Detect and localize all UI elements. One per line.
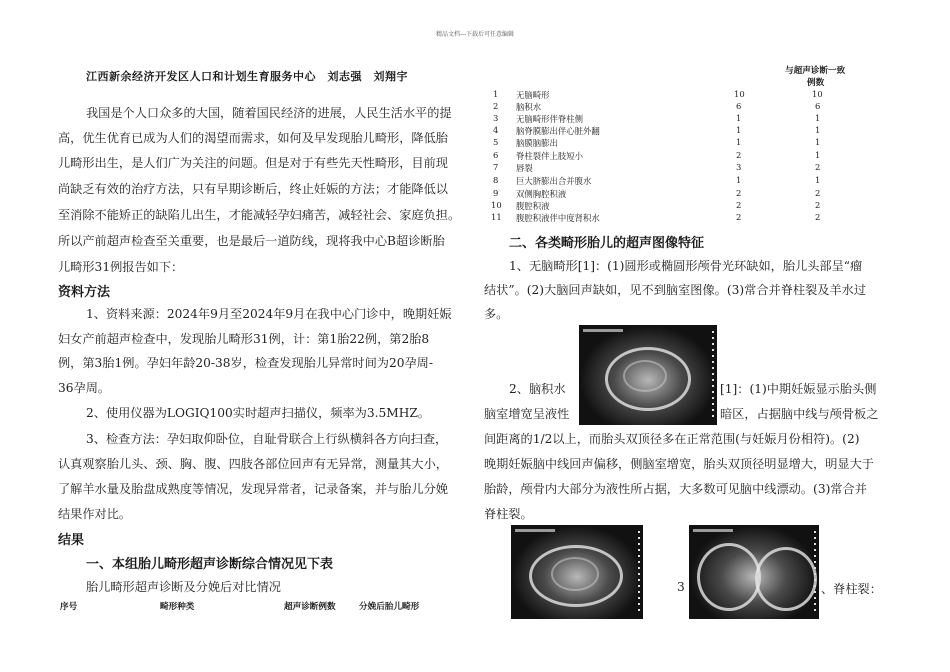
cell-type: 脊柱裂伴上肢短小 [516, 151, 583, 161]
cell-index: 2 [493, 101, 499, 111]
text-line: 妇女产前超声检查中，发现胎儿畸形31例，计：第1胎22例，第2胎8 [58, 332, 430, 346]
results-heading: 结果 [58, 533, 85, 548]
text-line: 脊柱裂。 [484, 507, 533, 521]
text-line: 了解羊水量及胎盘成熟度等情况，发现异常者，记录备案，并与胎儿分娩 [58, 482, 448, 496]
ultrasound-spina-bifida-image [689, 525, 819, 619]
cell-type: 无脑畸形 [516, 90, 550, 100]
text-line: 儿畸形出生，是人们广为关注的问题。但是对于有些先天性畸形，目前现 [58, 156, 448, 170]
cell-index: 6 [493, 150, 499, 160]
text-line: 高，优生优育已成为人们的渴望而需求，如何及早发现胎儿畸形，降低胎 [58, 131, 448, 145]
cell-index: 10 [491, 200, 502, 210]
cell-ultrasound: 1 [736, 113, 742, 123]
text-line: 结状”。(2)大脑回声缺如，见不到脑室图像。(3)常合并脊柱裂及羊水过 [484, 283, 867, 297]
item3-number: 3 [677, 580, 685, 594]
cell-ultrasound: 2 [736, 188, 742, 198]
text-line: 我国是个人口众多的大国，随着国民经济的进展，人民生活水平的提 [86, 106, 452, 120]
cell-consistent: 2 [815, 188, 821, 198]
cell-index: 9 [493, 188, 499, 198]
cell-consistent: 1 [815, 125, 821, 135]
col-header-postnatal: 分娩后胎儿畸形 [359, 602, 420, 612]
depth-scale [814, 531, 816, 613]
page-header: 精品文档---下载后可任意编辑 [435, 31, 515, 38]
item3-label: 、脊柱裂： [821, 582, 882, 596]
cell-consistent: 1 [815, 137, 821, 147]
cell-index: 4 [493, 125, 499, 135]
cell-type: 脑脊膜膨出伴心脏外翻 [516, 126, 600, 136]
fetal-body-outline [755, 547, 817, 611]
cell-ultrasound: 1 [736, 125, 742, 135]
text-line: 认真观察胎儿头、颈、胸、腹、四肢各部位回声有无异常，测量其大小， [58, 457, 448, 471]
item2-text: [1]：(1)中期妊娠显示胎头侧 [720, 382, 877, 396]
cell-ultrasound: 10 [734, 89, 745, 99]
cell-type: 脑膜脑膨出 [516, 138, 558, 148]
col-header-consistent-unit: 例数 [807, 78, 825, 88]
cell-consistent: 6 [815, 101, 821, 111]
section2-heading: 二、各类畸形胎儿的超声图像特征 [509, 236, 705, 251]
cell-consistent: 1 [815, 150, 821, 160]
scan-label-bar [515, 529, 555, 532]
text-line: 1、无脑畸形[1]：(1)圆形或椭圆形颅骨光环缺如，胎儿头部呈“瘤 [509, 259, 863, 273]
cell-index: 11 [491, 212, 502, 222]
section1-heading: 一、本组胎儿畸形超声诊断综合情况见下表 [86, 557, 334, 572]
text-line: 儿畸形31例报告如下： [58, 260, 184, 274]
cell-ultrasound: 2 [736, 200, 742, 210]
cell-index: 3 [493, 113, 499, 123]
cell-type: 腹腔积液 [516, 201, 550, 211]
depth-scale [712, 331, 714, 419]
ventricle-outline [551, 557, 599, 591]
scan-label-bar [583, 329, 623, 332]
ultrasound-image-2 [511, 525, 643, 619]
cell-type: 脑积水 [516, 102, 542, 112]
table-caption: 胎儿畸形超声诊断及分娩后对比情况 [86, 580, 281, 594]
cell-consistent: 10 [812, 89, 823, 99]
col-header-index: 序号 [60, 602, 78, 612]
item2-label: 2、脑积水 [509, 382, 566, 396]
cell-type: 唇裂 [516, 163, 533, 173]
text-line: 结果作对比。 [58, 507, 132, 521]
cell-consistent: 2 [815, 200, 821, 210]
materials-heading: 资料方法 [58, 285, 111, 300]
ultrasound-hydrocephalus-image [579, 325, 717, 425]
cell-index: 8 [493, 175, 499, 185]
cell-index: 7 [493, 162, 499, 172]
fetal-body-outline [697, 543, 761, 611]
col-header-type: 畸形种类 [160, 602, 195, 612]
text-line: 胎龄，颅骨内大部分为液性所占据，大多数可见脑中线漂动。(3)常合并 [484, 482, 867, 496]
text-line: 3、检查方法：孕妇取仰卧位，自耻骨联合上行纵横斜各方向扫查， [86, 432, 448, 446]
text-line: 36孕周。 [58, 381, 111, 395]
cell-ultrasound: 2 [736, 212, 742, 222]
text-line: 晚期妊娠脑中线回声偏移，侧脑室增宽，胎头双顶径明显增大，明显大于 [484, 457, 874, 471]
cell-ultrasound: 1 [736, 137, 742, 147]
author-affiliation: 江西新余经济开发区人口和计划生育服务中心 刘志强 刘翔宇 [86, 70, 408, 83]
text-line: 间距离的1/2以上，而胎头双顶径多在正常范围(与妊娠月份相符)。(2) [484, 432, 860, 446]
cell-type: 双侧胸腔积液 [516, 189, 567, 199]
cell-consistent: 1 [815, 113, 821, 123]
cell-type: 无脑畸形伴脊柱侧 [516, 114, 583, 124]
cell-ultrasound: 1 [736, 175, 742, 185]
cell-consistent: 2 [815, 162, 821, 172]
cell-ultrasound: 6 [736, 101, 742, 111]
text-line: 1、资料来源：2024年9月至2024年9月在我中心门诊中，晚期妊娠 [86, 307, 452, 321]
cell-type: 腹腔积液伴中度肾积水 [516, 213, 600, 223]
text-line: 脑室增宽呈液性 [484, 407, 570, 421]
text-line: 所以产前超声检查至关重要，也是最后一道防线，现将我中心B超诊断胎 [58, 234, 445, 248]
col-header-consistent: 与超声诊断一致 [785, 66, 846, 76]
text-line: 多。 [484, 307, 509, 321]
cell-index: 5 [493, 137, 499, 147]
text-line: 例，第3胎1例。孕妇年龄20-38岁，检查发现胎儿异常时间为20孕周- [58, 356, 433, 370]
ventricle-outline [623, 360, 667, 392]
col-header-ultrasound-count: 超声诊断例数 [284, 602, 336, 612]
scan-label-bar [693, 529, 733, 532]
cell-consistent: 2 [815, 212, 821, 222]
text-line: 暗区，占据脑中线与颅骨板之 [720, 407, 879, 421]
cell-consistent: 1 [815, 175, 821, 185]
depth-scale [638, 531, 640, 613]
text-line: 至消除不能矫正的缺陷儿出生，才能减轻孕妇痛苦，减轻社会、家庭负担。 [58, 208, 461, 222]
cell-ultrasound: 3 [736, 162, 742, 172]
cell-type: 巨大脐膨出合并腹水 [516, 176, 592, 186]
text-line: 2、使用仪器为LOGIQ100实时超声扫描仪，频率为3.5MHZ。 [86, 406, 430, 420]
cell-index: 1 [493, 89, 499, 99]
cell-ultrasound: 2 [736, 150, 742, 160]
text-line: 尚缺乏有效的治疗方法，只有早期诊断后，终止妊娠的方法；才能降低以 [58, 182, 448, 196]
